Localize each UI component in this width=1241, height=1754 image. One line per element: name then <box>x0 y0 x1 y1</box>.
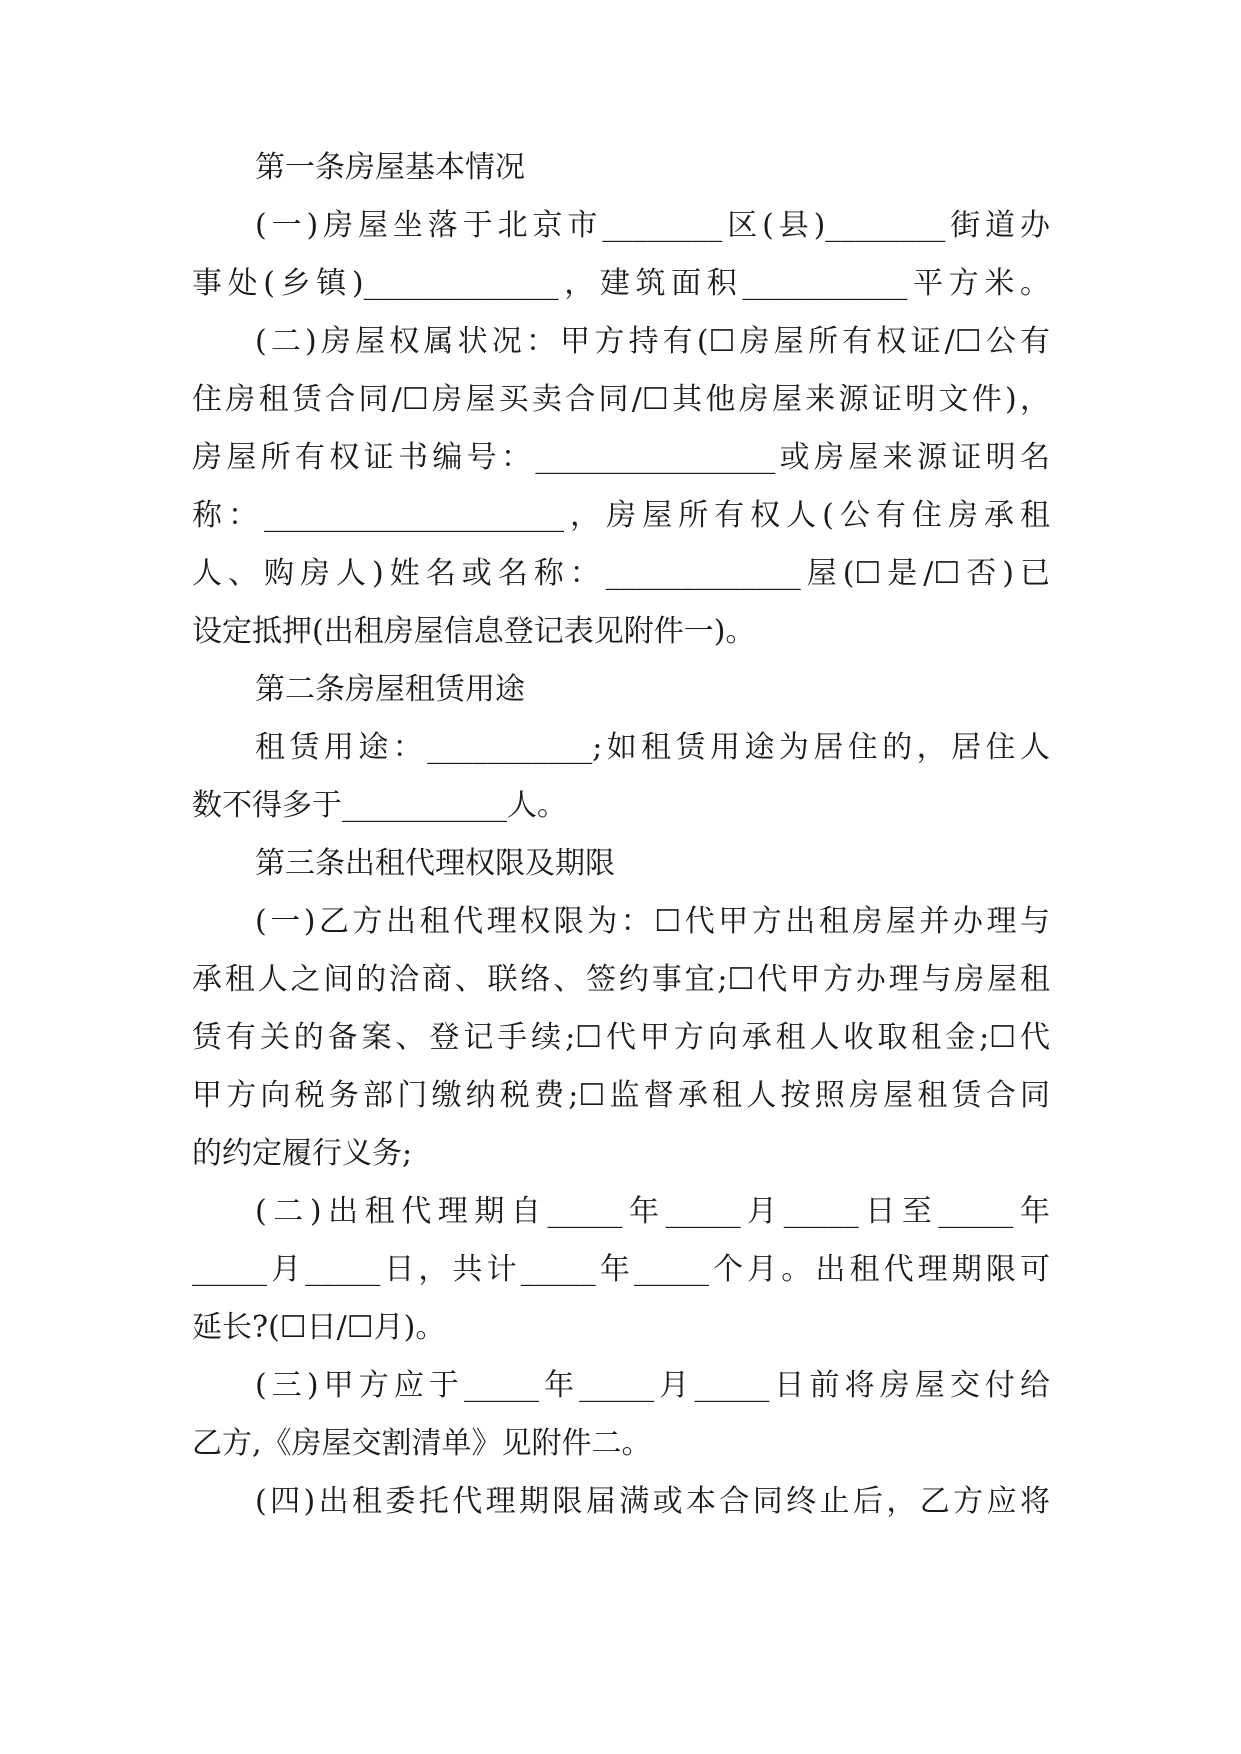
paragraph-line: 人、购房人)姓名或名称：_____________屋(☐是/☐否)已 <box>192 556 1050 591</box>
paragraph-line: 延长?(☐日/☐月)。 <box>192 1310 446 1345</box>
paragraph-line: (二)出租代理期自_____年_____月_____日至_____年 <box>255 1194 1050 1229</box>
paragraph-line: 称：____________________，房屋所有权人(公有住房承租 <box>192 498 1050 533</box>
paragraph-line: 住房租赁合同/☐房屋买卖合同/☐其他房屋来源证明文件)， <box>192 382 1050 417</box>
paragraph-line: 租赁用途：___________;如租赁用途为居住的，居住人 <box>255 730 1050 765</box>
article-3-heading: 第三条出租代理权限及期限 <box>255 846 615 881</box>
paragraph-line: (四)出租委托代理期限届满或本合同终止后，乙方应将 <box>255 1484 1050 1519</box>
paragraph-line: (一)乙方出租代理权限为：☐代甲方出租房屋并办理与 <box>255 904 1050 939</box>
article-2-heading: 第二条房屋租赁用途 <box>255 672 525 707</box>
article-1-heading: 第一条房屋基本情况 <box>255 150 525 185</box>
paragraph-line: 数不得多于___________人。 <box>192 788 567 823</box>
paragraph-line: (一)房屋坐落于北京市________区(县)________街道办 <box>255 208 1050 243</box>
paragraph-line: (三)甲方应于_____年_____月_____日前将房屋交付给 <box>255 1368 1050 1403</box>
paragraph-line: 承租人之间的洽商、联络、签约事宜;☐代甲方办理与房屋租 <box>192 962 1050 997</box>
paragraph-line: (二)房屋权属状况：甲方持有(☐房屋所有权证/☐公有 <box>255 324 1050 359</box>
paragraph-line: 甲方向税务部门缴纳税费;☐监督承租人按照房屋租赁合同 <box>192 1078 1050 1113</box>
paragraph-line: 事处(乡镇)_____________，建筑面积___________平方米。 <box>192 266 1050 301</box>
paragraph-line: 乙方,《房屋交割清单》见附件二。 <box>192 1426 652 1461</box>
paragraph-line: 的约定履行义务; <box>192 1136 413 1171</box>
paragraph-line: 房屋所有权证书编号：________________或房屋来源证明名 <box>192 440 1050 475</box>
paragraph-line: _____月_____日，共计_____年_____个月。出租代理期限可 <box>192 1252 1050 1287</box>
paragraph-line: 赁有关的备案、登记手续;☐代甲方向承租人收取租金;☐代 <box>192 1020 1050 1055</box>
paragraph-line: 设定抵押(出租房屋信息登记表见附件一)。 <box>192 614 756 649</box>
